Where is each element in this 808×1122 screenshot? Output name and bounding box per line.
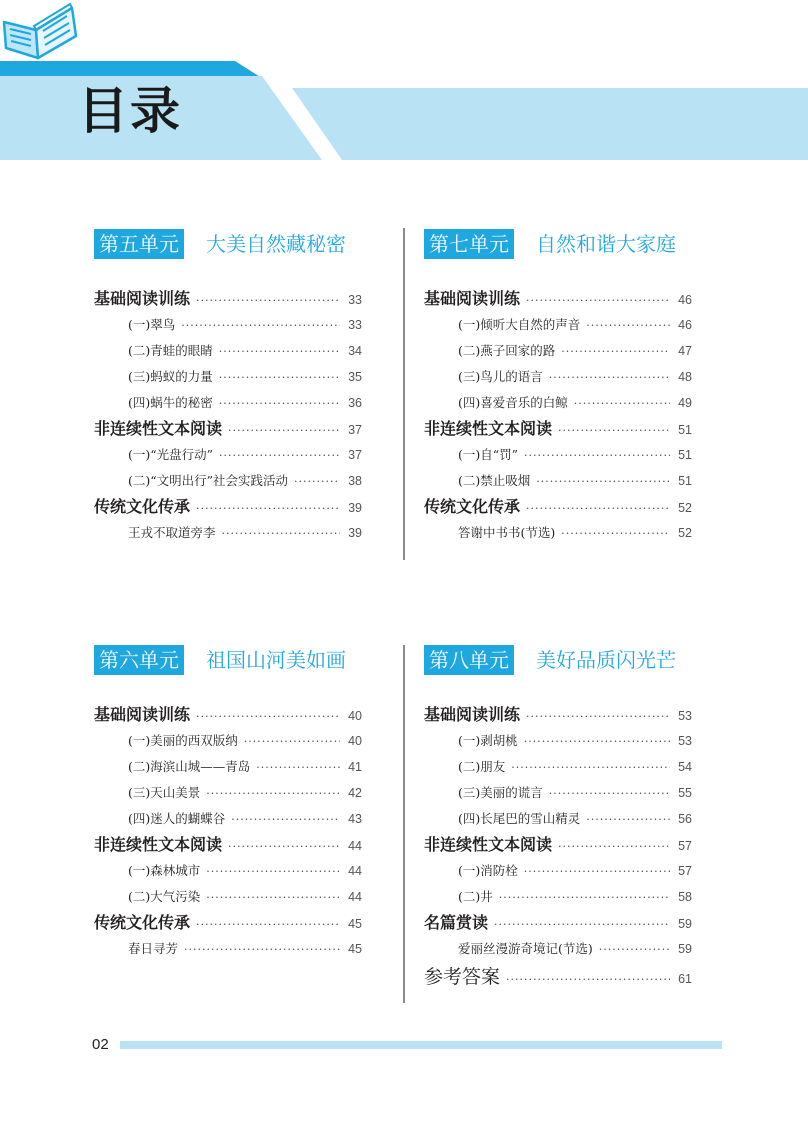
toc-entry[interactable]: [94, 442, 362, 468]
toc-entry-page: 59: [678, 917, 692, 931]
toc-entry-label: (一)翠鸟: [128, 317, 176, 332]
unit-title: 美好品质闪光芒: [536, 648, 676, 672]
dot-leader: [494, 912, 670, 938]
toc-entry-label: 基础阅读训练: [94, 289, 191, 308]
toc-entry[interactable]: [94, 338, 362, 364]
toc-entry-label: (一)“光盘行动”: [128, 447, 214, 462]
toc-entry[interactable]: [94, 806, 362, 832]
toc-entry-label: (一)剥胡桃: [458, 733, 518, 748]
toc-section-unit7: [424, 229, 692, 546]
toc-entry-page: 58: [678, 890, 692, 904]
toc-entry[interactable]: [94, 494, 362, 520]
dot-leader: [222, 521, 340, 547]
dot-leader: [231, 807, 340, 833]
toc-section-unit5: [94, 229, 362, 546]
toc-entry-label: 非连续性文本阅读: [94, 835, 223, 854]
toc-entry-label: 非连续性文本阅读: [94, 419, 223, 438]
dot-leader: [561, 521, 670, 547]
toc-entry-label: (二)海滨山城——青岛: [128, 759, 251, 774]
toc-entry-page: 37: [348, 448, 362, 462]
dot-leader: [599, 937, 670, 963]
toc-entry[interactable]: [424, 442, 692, 468]
toc-entry[interactable]: [424, 286, 692, 312]
open-book-icon: [0, 0, 80, 62]
toc-entry[interactable]: [94, 910, 362, 936]
header-light-right: [292, 88, 808, 160]
toc-entry-page: 51: [678, 423, 692, 437]
unit-title: 大美自然藏秘密: [206, 232, 346, 256]
column-divider-top: [403, 228, 405, 560]
toc-entry[interactable]: [424, 416, 692, 442]
toc-entry-label: (一)消防栓: [458, 863, 518, 878]
toc-entry-label: (三)天山美景: [128, 785, 201, 800]
toc-entry-page: 46: [678, 293, 692, 307]
unit-badge: 第六单元: [94, 645, 184, 675]
toc-entry-answers[interactable]: [424, 962, 692, 992]
toc-entry-label: (二)朋友: [458, 759, 506, 774]
toc-entry[interactable]: [94, 832, 362, 858]
dot-leader: [196, 496, 340, 522]
toc-entry-label: (三)美丽的谎言: [458, 785, 543, 800]
dot-leader: [228, 418, 340, 444]
toc-entry[interactable]: [94, 936, 362, 962]
unit-header: [424, 229, 692, 259]
toc-entry-page: 33: [348, 293, 362, 307]
column-divider-bottom: [403, 645, 405, 1003]
toc-entry-label: (二)井: [458, 889, 493, 904]
toc-entry[interactable]: [94, 390, 362, 416]
toc-entry-label: (一)倾听大自然的声音: [458, 317, 581, 332]
dot-leader: [526, 704, 670, 730]
toc-entry-label: (二)“文明出行”社会实践活动: [128, 473, 289, 488]
dot-leader: [181, 313, 340, 339]
dot-leader: [196, 912, 340, 938]
header-band: [0, 0, 808, 170]
dot-leader: [244, 729, 340, 755]
toc-entry-label: (四)迷人的蝴蝶谷: [128, 811, 226, 826]
toc-entry-page: 47: [678, 344, 692, 358]
toc-entry[interactable]: [424, 780, 692, 806]
toc-entry-label: (三)鸟儿的语言: [458, 369, 543, 384]
unit-header: [94, 645, 362, 675]
toc-entry[interactable]: [424, 468, 692, 494]
toc-entry-page: 55: [678, 786, 692, 800]
dot-leader: [219, 339, 340, 365]
dot-leader: [558, 834, 670, 860]
dot-leader: [196, 704, 340, 730]
toc-entry-page: 53: [678, 734, 692, 748]
toc-entry-label: 传统文化传承: [94, 913, 191, 932]
toc-entry-page: 59: [678, 942, 692, 956]
toc-entry-label: 爱丽丝漫游奇境记(节选): [458, 941, 593, 956]
toc-entry-label: 非连续性文本阅读: [424, 419, 553, 438]
toc-section-unit8: [424, 645, 692, 992]
dot-leader: [524, 443, 670, 469]
dot-leader: [228, 834, 340, 860]
toc-entry-page: 36: [348, 396, 362, 410]
toc-entry-label: (二)燕子回家的路: [458, 343, 556, 358]
toc-entry[interactable]: [424, 936, 692, 962]
toc-entry-page: 33: [348, 318, 362, 332]
toc-entry-page: 39: [348, 526, 362, 540]
dot-leader: [206, 859, 340, 885]
toc-entry-page: 42: [348, 786, 362, 800]
unit-badge: 第八单元: [424, 645, 514, 675]
toc-entry[interactable]: [94, 520, 362, 546]
toc-entry-page: 43: [348, 812, 362, 826]
toc-entry-label: 基础阅读训练: [424, 705, 521, 724]
dot-leader: [524, 859, 670, 885]
toc-entry-page: 35: [348, 370, 362, 384]
header-dark-stripe: [0, 61, 262, 78]
dot-leader: [549, 781, 670, 807]
toc-entry-label: 答谢中书书(节选): [458, 525, 556, 540]
dot-leader: [184, 937, 340, 963]
toc-entry-label: (一)美丽的西双版纳: [128, 733, 238, 748]
toc-entry[interactable]: [94, 364, 362, 390]
toc-entry-page: 37: [348, 423, 362, 437]
toc-entry-label: 春日寻芳: [128, 941, 179, 956]
toc-entry-label: (一)自“罚”: [458, 447, 519, 462]
dot-leader: [586, 313, 670, 339]
toc-section-unit6: [94, 645, 362, 962]
toc-entry-page: 52: [678, 526, 692, 540]
toc-entry[interactable]: [424, 832, 692, 858]
toc-entry-page: 39: [348, 501, 362, 515]
toc-entry-label: 基础阅读训练: [424, 289, 521, 308]
toc-entry-page: 57: [678, 839, 692, 853]
dot-leader: [196, 288, 340, 314]
toc-entry[interactable]: [94, 884, 362, 910]
toc-entry-label: (二)大气污染: [128, 889, 201, 904]
toc-entry-label: (四)喜爱音乐的白鲸: [458, 395, 568, 410]
toc-entry-page: 51: [678, 474, 692, 488]
toc-entry-page: 61: [678, 972, 692, 986]
dot-leader: [219, 365, 340, 391]
page-number: 02: [92, 1036, 109, 1053]
unit-badge: 第七单元: [424, 229, 514, 259]
dot-leader: [586, 807, 670, 833]
toc-entry[interactable]: [424, 728, 692, 754]
toc-entry-page: 44: [348, 839, 362, 853]
unit-badge: 第五单元: [94, 229, 184, 259]
toc-entry-page: 40: [348, 709, 362, 723]
dot-leader: [256, 755, 340, 781]
toc-entry-label: 名篇赏读: [424, 913, 489, 932]
dot-leader: [206, 885, 340, 911]
dot-leader: [574, 391, 670, 417]
toc-entry[interactable]: [424, 702, 692, 728]
dot-leader: [558, 418, 670, 444]
toc-entry-page: 40: [348, 734, 362, 748]
unit-header: [424, 645, 692, 675]
toc-entry[interactable]: [424, 884, 692, 910]
toc-entry[interactable]: [94, 754, 362, 780]
toc-entry[interactable]: [94, 858, 362, 884]
toc-entry-label: (一)森林城市: [128, 863, 201, 878]
toc-entry[interactable]: [424, 390, 692, 416]
toc-entry-page: 38: [348, 474, 362, 488]
toc-entry[interactable]: [424, 338, 692, 364]
toc-entry-page: 49: [678, 396, 692, 410]
toc-entry[interactable]: [94, 416, 362, 442]
toc-entry-page: 52: [678, 501, 692, 515]
toc-entry-label: (三)蚂蚁的力量: [128, 369, 213, 384]
toc-entry-page: 53: [678, 709, 692, 723]
toc-entry-page: 44: [348, 890, 362, 904]
toc-entry-page: 54: [678, 760, 692, 774]
toc-entry-label: 王戎不取道旁李: [128, 525, 216, 540]
footer-bar: [120, 1041, 722, 1049]
toc-entry[interactable]: [424, 364, 692, 390]
unit-title: 自然和谐大家庭: [536, 232, 676, 256]
dot-leader: [526, 496, 670, 522]
toc-entry[interactable]: [424, 520, 692, 546]
toc-entry[interactable]: [424, 494, 692, 520]
toc-entry-label: (二)青蛙的眼睛: [128, 343, 213, 358]
dot-leader: [561, 339, 670, 365]
toc-entry[interactable]: [94, 780, 362, 806]
toc-entry[interactable]: [424, 858, 692, 884]
toc-entry-label: 基础阅读训练: [94, 705, 191, 724]
toc-entry-page: 56: [678, 812, 692, 826]
toc-entry[interactable]: [94, 312, 362, 338]
dot-leader: [526, 288, 670, 314]
toc-entry-page: 45: [348, 917, 362, 931]
toc-entry-page: 44: [348, 864, 362, 878]
dot-leader: [536, 469, 670, 495]
unit-title: 祖国山河美如画: [206, 648, 346, 672]
toc-entry[interactable]: [424, 910, 692, 936]
dot-leader: [219, 391, 340, 417]
toc-entry[interactable]: [424, 312, 692, 338]
dot-leader: [506, 965, 670, 995]
toc-entry[interactable]: [424, 806, 692, 832]
toc-entry-label: 参考答案: [424, 966, 501, 988]
unit-header: [94, 229, 362, 259]
toc-entry-page: 34: [348, 344, 362, 358]
page-title: 目录: [78, 82, 182, 140]
toc-entry-label: 非连续性文本阅读: [424, 835, 553, 854]
dot-leader: [206, 781, 340, 807]
toc-entry-page: 48: [678, 370, 692, 384]
toc-entry[interactable]: [94, 702, 362, 728]
toc-entry[interactable]: [94, 286, 362, 312]
toc-entry-page: 45: [348, 942, 362, 956]
dot-leader: [219, 443, 340, 469]
toc-entry-label: (四)蜗牛的秘密: [128, 395, 213, 410]
toc-entry-label: (二)禁止吸烟: [458, 473, 531, 488]
toc-entry[interactable]: [424, 754, 692, 780]
dot-leader: [294, 469, 340, 495]
toc-entry-page: 46: [678, 318, 692, 332]
dot-leader: [524, 729, 670, 755]
toc-entry-page: 57: [678, 864, 692, 878]
toc-entry-page: 41: [348, 760, 362, 774]
dot-leader: [549, 365, 670, 391]
toc-entry[interactable]: [94, 728, 362, 754]
toc-entry-label: 传统文化传承: [424, 497, 521, 516]
dot-leader: [511, 755, 670, 781]
toc-entry-label: (四)长尾巴的雪山精灵: [458, 811, 581, 826]
dot-leader: [499, 885, 670, 911]
toc-entry-page: 51: [678, 448, 692, 462]
toc-entry-label: 传统文化传承: [94, 497, 191, 516]
toc-entry[interactable]: [94, 468, 362, 494]
